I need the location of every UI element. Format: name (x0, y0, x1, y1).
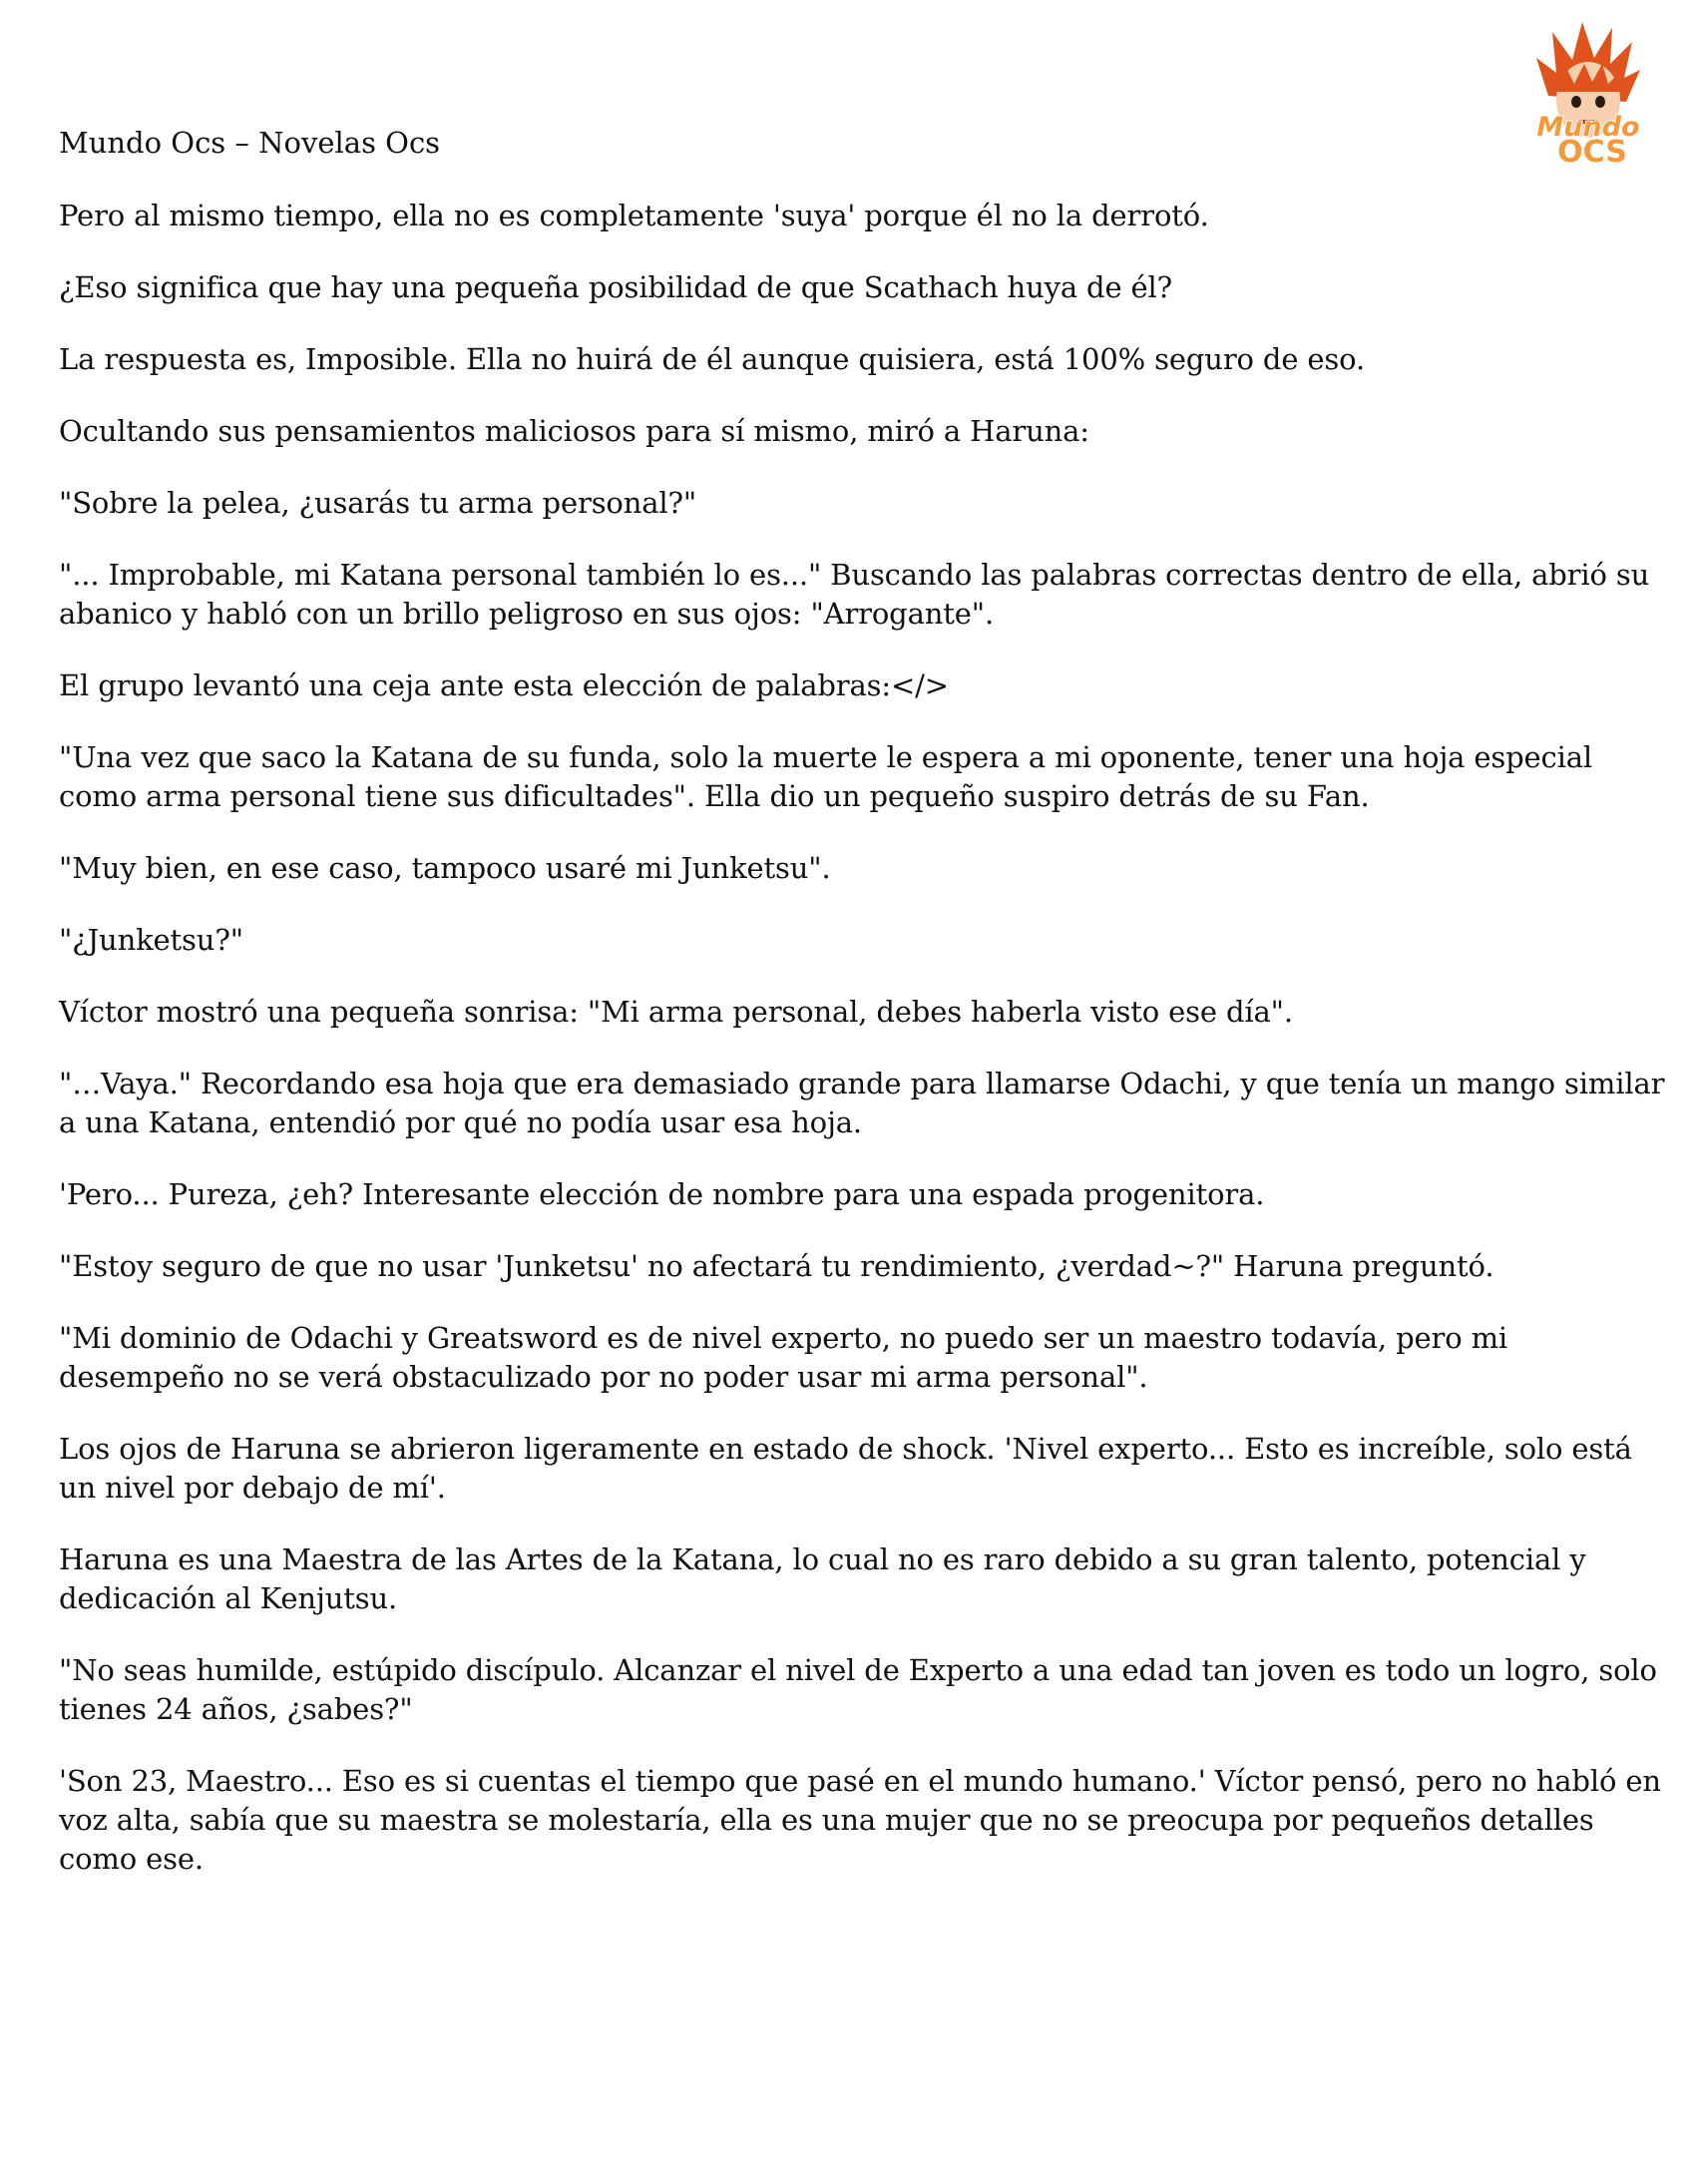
paragraph: Pero al mismo tiempo, ella no es completamente 'suya' porque él no la derrotó. (59, 199, 1209, 232)
logo-text-bottom: OCS (1557, 135, 1627, 168)
site-header: Mundo Ocs – Novelas Ocs (59, 126, 441, 160)
paragraph: Ocultando sus pensamientos maliciosos para sí mismo, miró a Haruna: (59, 414, 1089, 448)
paragraph: Víctor mostró una pequeña sonrisa: "Mi arma personal, debes haberla visto ese día". (59, 995, 1293, 1029)
paragraph: "No seas humilde, estúpido discípulo. Alcanzar el nivel de Experto a una edad tan joven es todo un logro, solo tienes 24 años, ¿sabes?" (59, 1653, 1657, 1726)
paragraph: "Una vez que saco la Katana de su funda, solo la muerte le espera a mi oponente, tener una hoja especial como arma personal tiene sus dificultades". Ella dio un pequeño suspiro detrás de su Fan. (59, 740, 1593, 813)
paragraph: "Estoy seguro de que no usar 'Junketsu' no afectará tu rendimiento, ¿verdad~?" Haruna preguntó. (59, 1249, 1494, 1283)
paragraph: Los ojos de Haruna se abrieron ligeramente en estado de shock. 'Nivel experto... Esto es increíble, solo está un nivel por debajo de mí'. (59, 1432, 1632, 1505)
paragraph: "Muy bien, en ese caso, tampoco usaré mi Junketsu". (59, 851, 831, 885)
paragraph: Haruna es una Maestra de las Artes de la Katana, lo cual no es raro debido a su gran talento, potencial y dedicación al Kenjutsu. (59, 1542, 1586, 1615)
paragraph: 'Son 23, Maestro... Eso es si cuentas el tiempo que pasé en el mundo humano.' Víctor pensó, pero no habló en voz alta, sabía que su maestra se molestaría, ella es una mujer que no se preocupa por pequeños detalles como ese. (59, 1764, 1661, 1876)
paragraph: "¿Junketsu?" (59, 923, 243, 957)
paragraph: 'Pero... Pureza, ¿eh? Interesante elección de nombre para una espada progenitora. (59, 1177, 1265, 1211)
paragraph: "Mi dominio de Odachi y Greatsword es de nivel experto, no puedo ser un maestro todavía, pero mi desempeño no se verá obstaculizado por no poder usar mi arma personal". (59, 1321, 1508, 1394)
paragraph: El grupo levantó una ceja ante esta elección de palabras:</> (59, 668, 949, 702)
logo-text-top: Mundo (1536, 112, 1640, 143)
paragraph: "Sobre la pelea, ¿usarás tu arma personal?" (59, 486, 697, 520)
paragraph: ¿Eso significa que hay una pequeña posibilidad de que Scathach huya de él? (59, 270, 1173, 304)
paragraph: "... Improbable, mi Katana personal también lo es..." Buscando las palabras correctas dentro de ella, abrió su abanico y habló con un brillo peligroso en sus ojos: "Arrogante". (59, 558, 1650, 631)
paragraph: La respuesta es, Imposible. Ella no huirá de él aunque quisiera, está 100% seguro de eso. (59, 342, 1366, 376)
document-body (59, 124, 1665, 1912)
paragraph: "…Vaya." Recordando esa hoja que era demasiado grande para llamarse Odachi, y que tenía un mango similar a una Katana, entendió por qué no podía usar esa hoja. (59, 1067, 1665, 1139)
